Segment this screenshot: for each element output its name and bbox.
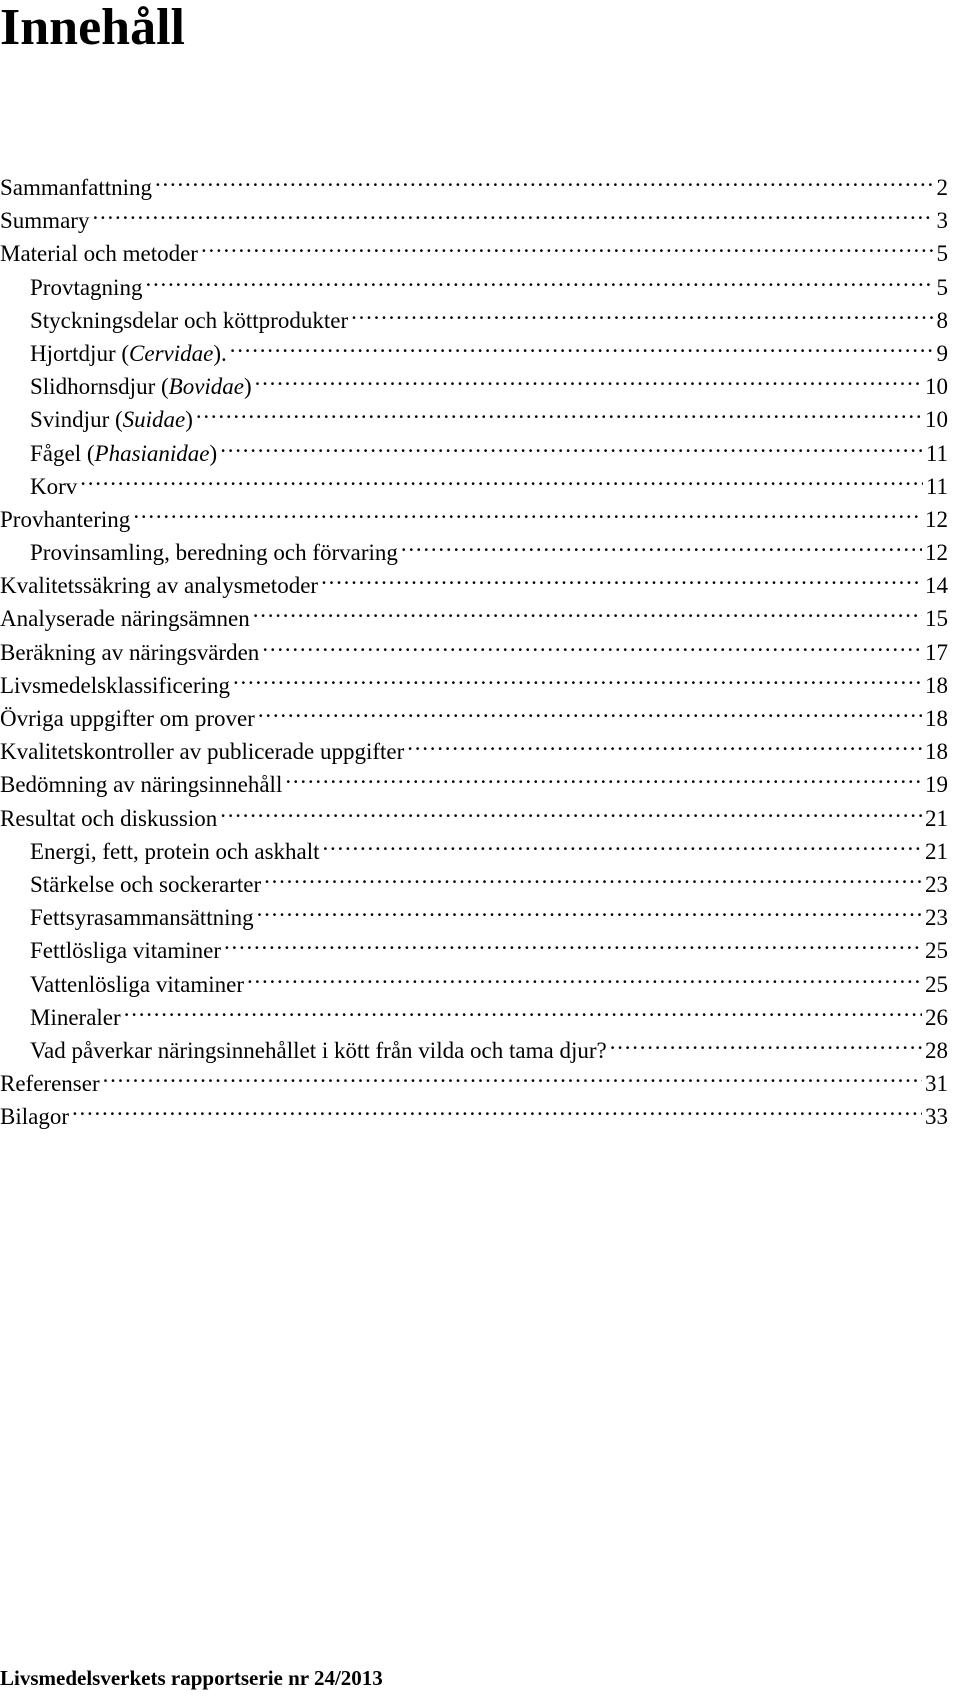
latin-name: Cervidae xyxy=(129,340,214,366)
dot-leader xyxy=(196,394,922,427)
dot-leader xyxy=(407,726,922,759)
toc-entry-page: 33 xyxy=(925,1104,948,1130)
toc-entry[interactable] xyxy=(0,1025,948,1063)
dot-leader xyxy=(247,959,922,992)
toc-entry-label: Bilagor xyxy=(0,1104,69,1130)
toc-entry[interactable] xyxy=(0,992,948,1030)
toc-entry-page: 14 xyxy=(925,573,948,599)
toc-entry-page: 3 xyxy=(936,208,948,234)
dot-leader xyxy=(610,1025,922,1058)
toc-entry-page: 18 xyxy=(925,672,948,698)
latin-name: Suidae xyxy=(122,407,186,433)
toc-entry[interactable] xyxy=(0,527,948,566)
dot-leader xyxy=(255,361,922,394)
toc-entry-page: 28 xyxy=(925,1037,948,1063)
toc-entry-page: 11 xyxy=(925,473,948,499)
dot-leader xyxy=(285,759,922,792)
dot-leader xyxy=(321,560,922,593)
toc-entry-page: 25 xyxy=(925,971,948,997)
toc-entry-page: 2 xyxy=(936,175,948,200)
toc-entry-label: Vad påverkar näringsinnehållet i kött från vilda och tama djur? xyxy=(30,1037,607,1063)
dot-leader xyxy=(224,925,922,958)
toc-entry-label: Fågel (Phasianidae) xyxy=(30,440,218,466)
table-of-contents xyxy=(0,162,948,1130)
dot-leader xyxy=(103,1058,922,1091)
dot-leader xyxy=(253,593,922,626)
toc-entry-label: Övriga uppgifter om prover xyxy=(0,706,255,731)
toc-entry-page: 17 xyxy=(925,639,948,665)
toc-entry-page: 26 xyxy=(925,1004,948,1030)
toc-entry-page: 5 xyxy=(936,274,948,300)
toc-entry-label: Analyserade näringsämnen xyxy=(0,606,250,632)
toc-entry-label: Beräkning av näringsvärden xyxy=(0,639,260,665)
toc-entry[interactable] xyxy=(0,494,948,532)
toc-entry-page: 12 xyxy=(925,506,948,532)
toc-entry-label: Livsmedelsklassificering xyxy=(0,672,230,698)
toc-entry-label: Korv xyxy=(30,473,78,499)
toc-entry-label: Fettsyrasammansättning xyxy=(30,905,254,931)
toc-entry-page: 5 xyxy=(936,241,948,267)
dot-leader xyxy=(220,428,923,461)
toc-entry-label: Sammanfattning xyxy=(0,175,153,200)
toc-entry-page: 9 xyxy=(936,340,948,366)
toc-entry[interactable] xyxy=(0,1091,948,1130)
toc-entry-label: Styckningsdelar och köttprodukter xyxy=(30,307,349,333)
toc-entry[interactable] xyxy=(0,461,948,499)
toc-entry-page: 12 xyxy=(925,540,948,566)
toc-entry-label: Provtagning xyxy=(30,274,143,300)
toc-entry[interactable] xyxy=(0,195,948,234)
dot-leader xyxy=(220,793,922,826)
dot-leader xyxy=(401,527,922,560)
toc-entry[interactable] xyxy=(0,162,948,200)
dot-leader xyxy=(72,1091,922,1124)
toc-entry-label: Provinsamling, beredning och förvaring xyxy=(30,540,398,566)
toc-entry-page: 19 xyxy=(925,772,948,798)
toc-entry-page: 10 xyxy=(925,407,948,433)
toc-entry-page: 18 xyxy=(925,739,948,765)
toc-entry-page: 25 xyxy=(925,938,948,964)
latin-name: Bovidae xyxy=(168,374,244,400)
toc-entry-page: 31 xyxy=(925,1071,948,1097)
toc-entry-label: Fettlösliga vitaminer xyxy=(30,938,221,964)
dot-leader xyxy=(257,892,922,925)
dot-leader xyxy=(230,328,934,361)
dot-leader xyxy=(124,992,922,1025)
dot-leader xyxy=(233,660,922,693)
toc-entry-page: 21 xyxy=(925,838,948,864)
toc-entry-label: Bedömning av näringsinnehåll xyxy=(0,772,283,798)
toc-entry-label: Slidhornsdjur (Bovidae) xyxy=(30,374,252,400)
toc-entry-label: Hjortdjur (Cervidae). xyxy=(30,340,227,366)
toc-entry-page: 15 xyxy=(925,606,948,632)
dot-leader xyxy=(155,162,933,195)
toc-entry-label: Stärkelse och sockerarter xyxy=(30,871,262,897)
dot-leader xyxy=(262,627,922,660)
toc-entry-page: 21 xyxy=(925,805,948,831)
toc-entry-label: Kvalitetssäkring av analysmetoder xyxy=(0,573,319,599)
dot-leader xyxy=(264,859,922,892)
dot-leader xyxy=(133,494,922,527)
toc-entry-label: Kvalitetskontroller av publicerade uppgifter xyxy=(0,739,405,765)
toc-entry-label: Vattenlösliga vitaminer xyxy=(30,971,244,997)
dot-leader xyxy=(351,295,933,328)
report-series-footer: Livsmedelsverkets rapportserie nr 24/2013 xyxy=(0,1666,383,1690)
toc-entry-page: 23 xyxy=(925,871,948,897)
dot-leader xyxy=(323,826,922,859)
latin-name: Phasianidae xyxy=(94,440,210,466)
toc-entry-label: Provhantering xyxy=(0,506,131,532)
toc-entry-label: Material och metoder xyxy=(0,241,198,267)
toc-entry-label: Energi, fett, protein och askhalt xyxy=(30,838,320,864)
toc-entry-label: Mineraler xyxy=(30,1004,121,1030)
toc-entry-page: 23 xyxy=(925,905,948,931)
dot-leader xyxy=(201,228,934,261)
dot-leader xyxy=(92,195,933,228)
toc-entry-label: Summary xyxy=(0,208,90,234)
toc-entry-label: Resultat och diskussion xyxy=(0,805,218,831)
dot-leader xyxy=(80,461,923,494)
toc-entry-page: 8 xyxy=(936,307,948,333)
toc-entry-label: Referenser xyxy=(0,1071,100,1097)
toc-entry-page: 18 xyxy=(925,706,948,731)
toc-entry-label: Svindjur (Suidae) xyxy=(30,407,193,433)
page-title: Innehåll xyxy=(0,0,185,56)
toc-entry[interactable] xyxy=(0,228,948,267)
dot-leader xyxy=(145,262,933,295)
toc-entry-page: 10 xyxy=(925,374,948,400)
dot-leader xyxy=(258,693,922,726)
toc-entry[interactable] xyxy=(0,1058,948,1097)
toc-entry-page: 11 xyxy=(925,440,948,466)
